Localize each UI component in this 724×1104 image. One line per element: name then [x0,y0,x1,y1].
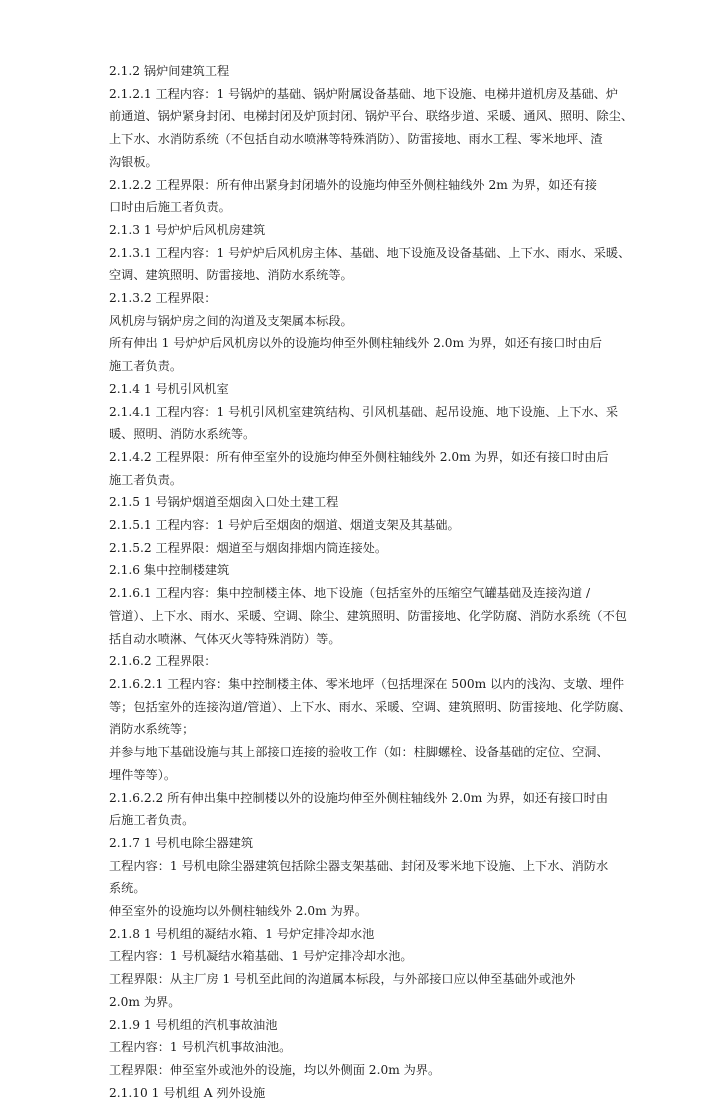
text-line: 2.1.3.2 工程界限： [109,291,217,306]
text-line: 2.1.5.2 工程界限：烟道至与烟囱排烟内筒连接处。 [109,540,388,555]
text-line: 工程界限：伸至室外或池外的设施，均以外侧面 2.0m 为界。 [109,1062,441,1077]
text-line: 伸至室外的设施均以外侧柱轴线外 2.0m 为界。 [109,904,368,919]
document-body [109,60,634,1104]
text-line: 口时由后施工者负责。 [109,200,231,215]
text-line: 施工者负责。 [109,472,183,487]
text-line: 沟银板。 [109,154,158,169]
text-line: 所有伸出 1 号炉炉后风机房以外的设施均伸至外侧柱轴线外 2.0m 为界，如还有接口时由后 [109,336,602,351]
text-line: 工程内容：1 号机汽机事故油池。 [109,1040,292,1055]
text-line: 并参与地下基础设施与其上部接口连接的验收工作（如：柱脚螺栓、设备基础的定位、空洞、 [109,745,609,760]
text-line: 埋件等等）。 [109,767,177,782]
text-line: 前通道、锅炉紧身封闭、电梯封闭及炉顶封闭、锅炉平台、联络步道、采暖、通风、照明、除尘、 [109,109,634,124]
text-line: 2.1.6.2 工程界限： [109,654,217,669]
text-line: 等；包括室外的连接沟道/管道）、上下水、雨水、采暖、空调、建筑照明、防雷接地、化学防腐、 [109,699,632,714]
text-line: 工程界限：从主厂房 1 号机至此间的沟道属本标段，与外部接口应以伸至基础外或池外 [109,972,576,987]
text-line: 2.1.10 1 号机组 A 列外设施 [109,1085,266,1100]
text-line: 2.1.5.1 工程内容：1 号炉后至烟囱的烟道、烟道支架及其基础。 [109,518,460,533]
text-line: 2.1.6.1 工程内容：集中控制楼主体、地下设施（包括室外的压缩空气罐基础及连接沟道 / [109,586,591,601]
text-line: 2.1.6 集中控制楼建筑 [109,563,230,578]
text-line: 2.1.2.2 工程界限：所有伸出紧身封闭墙外的设施均伸至外侧柱轴线外 2m 为界，如还有接 [109,177,597,192]
text-line: 消防水系统等； [109,722,195,737]
text-line: 工程内容：1 号机凝结水箱基础、1 号炉定排冷却水池。 [109,949,413,964]
text-line: 括自动水喷淋、气体灭火等特殊消防）等。 [109,631,341,646]
text-line: 管道）、上下水、雨水、采暖、空调、除尘、建筑照明、防雷接地、化学防腐、消防水系统（不包 [109,608,627,623]
text-line: 风机房与锅炉房之间的沟道及支架属本标段。 [109,313,353,328]
text-line: 上下水、水消防系统（不包括自动水喷淋等特殊消防）、防雷接地、雨水工程、零米地坪、渣 [109,132,603,147]
text-line: 2.1.6.2.1 工程内容：集中控制楼主体、零米地坪（包括埋深在 500m 以内的浅沟、支墩、埋件 [109,676,625,691]
text-line: 后施工者负责。 [109,813,195,828]
text-line: 2.1.4.1 工程内容：1 号机引风机室建筑结构、引风机基础、起吊设施、地下设施、上下水、采 [109,404,619,419]
text-line: 2.1.8 1 号机组的凝结水箱、1 号炉定排冷却水池 [109,926,375,941]
text-line: 空调、建筑照明、防雷接地、消防水系统等。 [109,268,353,283]
text-line: 系统。 [109,881,146,896]
text-line: 工程内容：1 号机电除尘器建筑包括除尘器支架基础、封闭及零米地下设施、上下水、消防水 [109,858,609,873]
text-line: 2.1.7 1 号机电除尘器建筑 [109,835,254,850]
text-line: 施工者负责。 [109,359,183,374]
text-line: 2.1.3.1 工程内容：1 号炉炉后风机房主体、基础、地下设施及设备基础、上下水、雨水、采暖、 [109,245,631,260]
text-line: 2.1.4 1 号机引风机室 [109,381,229,396]
text-line: 2.0m 为界。 [109,994,181,1009]
text-line: 暖、照明、消防水系统等。 [109,427,256,442]
text-line: 2.1.5 1 号锅炉烟道至烟囱入口处土建工程 [109,495,339,510]
text-line: 2.1.3 1 号炉炉后风机房建筑 [109,222,266,237]
text-line: 2.1.6.2.2 所有伸出集中控制楼以外的设施均伸至外侧柱轴线外 2.0m 为界，如还有接口时由 [109,790,609,805]
text-line: 2.1.2.1 工程内容：1 号锅炉的基础、锅炉附属设备基础、地下设施、电梯井道机房及基础、炉 [109,86,619,101]
text-line: 2.1.9 1 号机组的汽机事故油池 [109,1017,278,1032]
text-line: 2.1.2 锅炉间建筑工程 [109,64,230,78]
text-line: 2.1.4.2 工程界限：所有伸至室外的设施均伸至外侧柱轴线外 2.0m 为界，如还有接口时由后 [109,449,609,464]
